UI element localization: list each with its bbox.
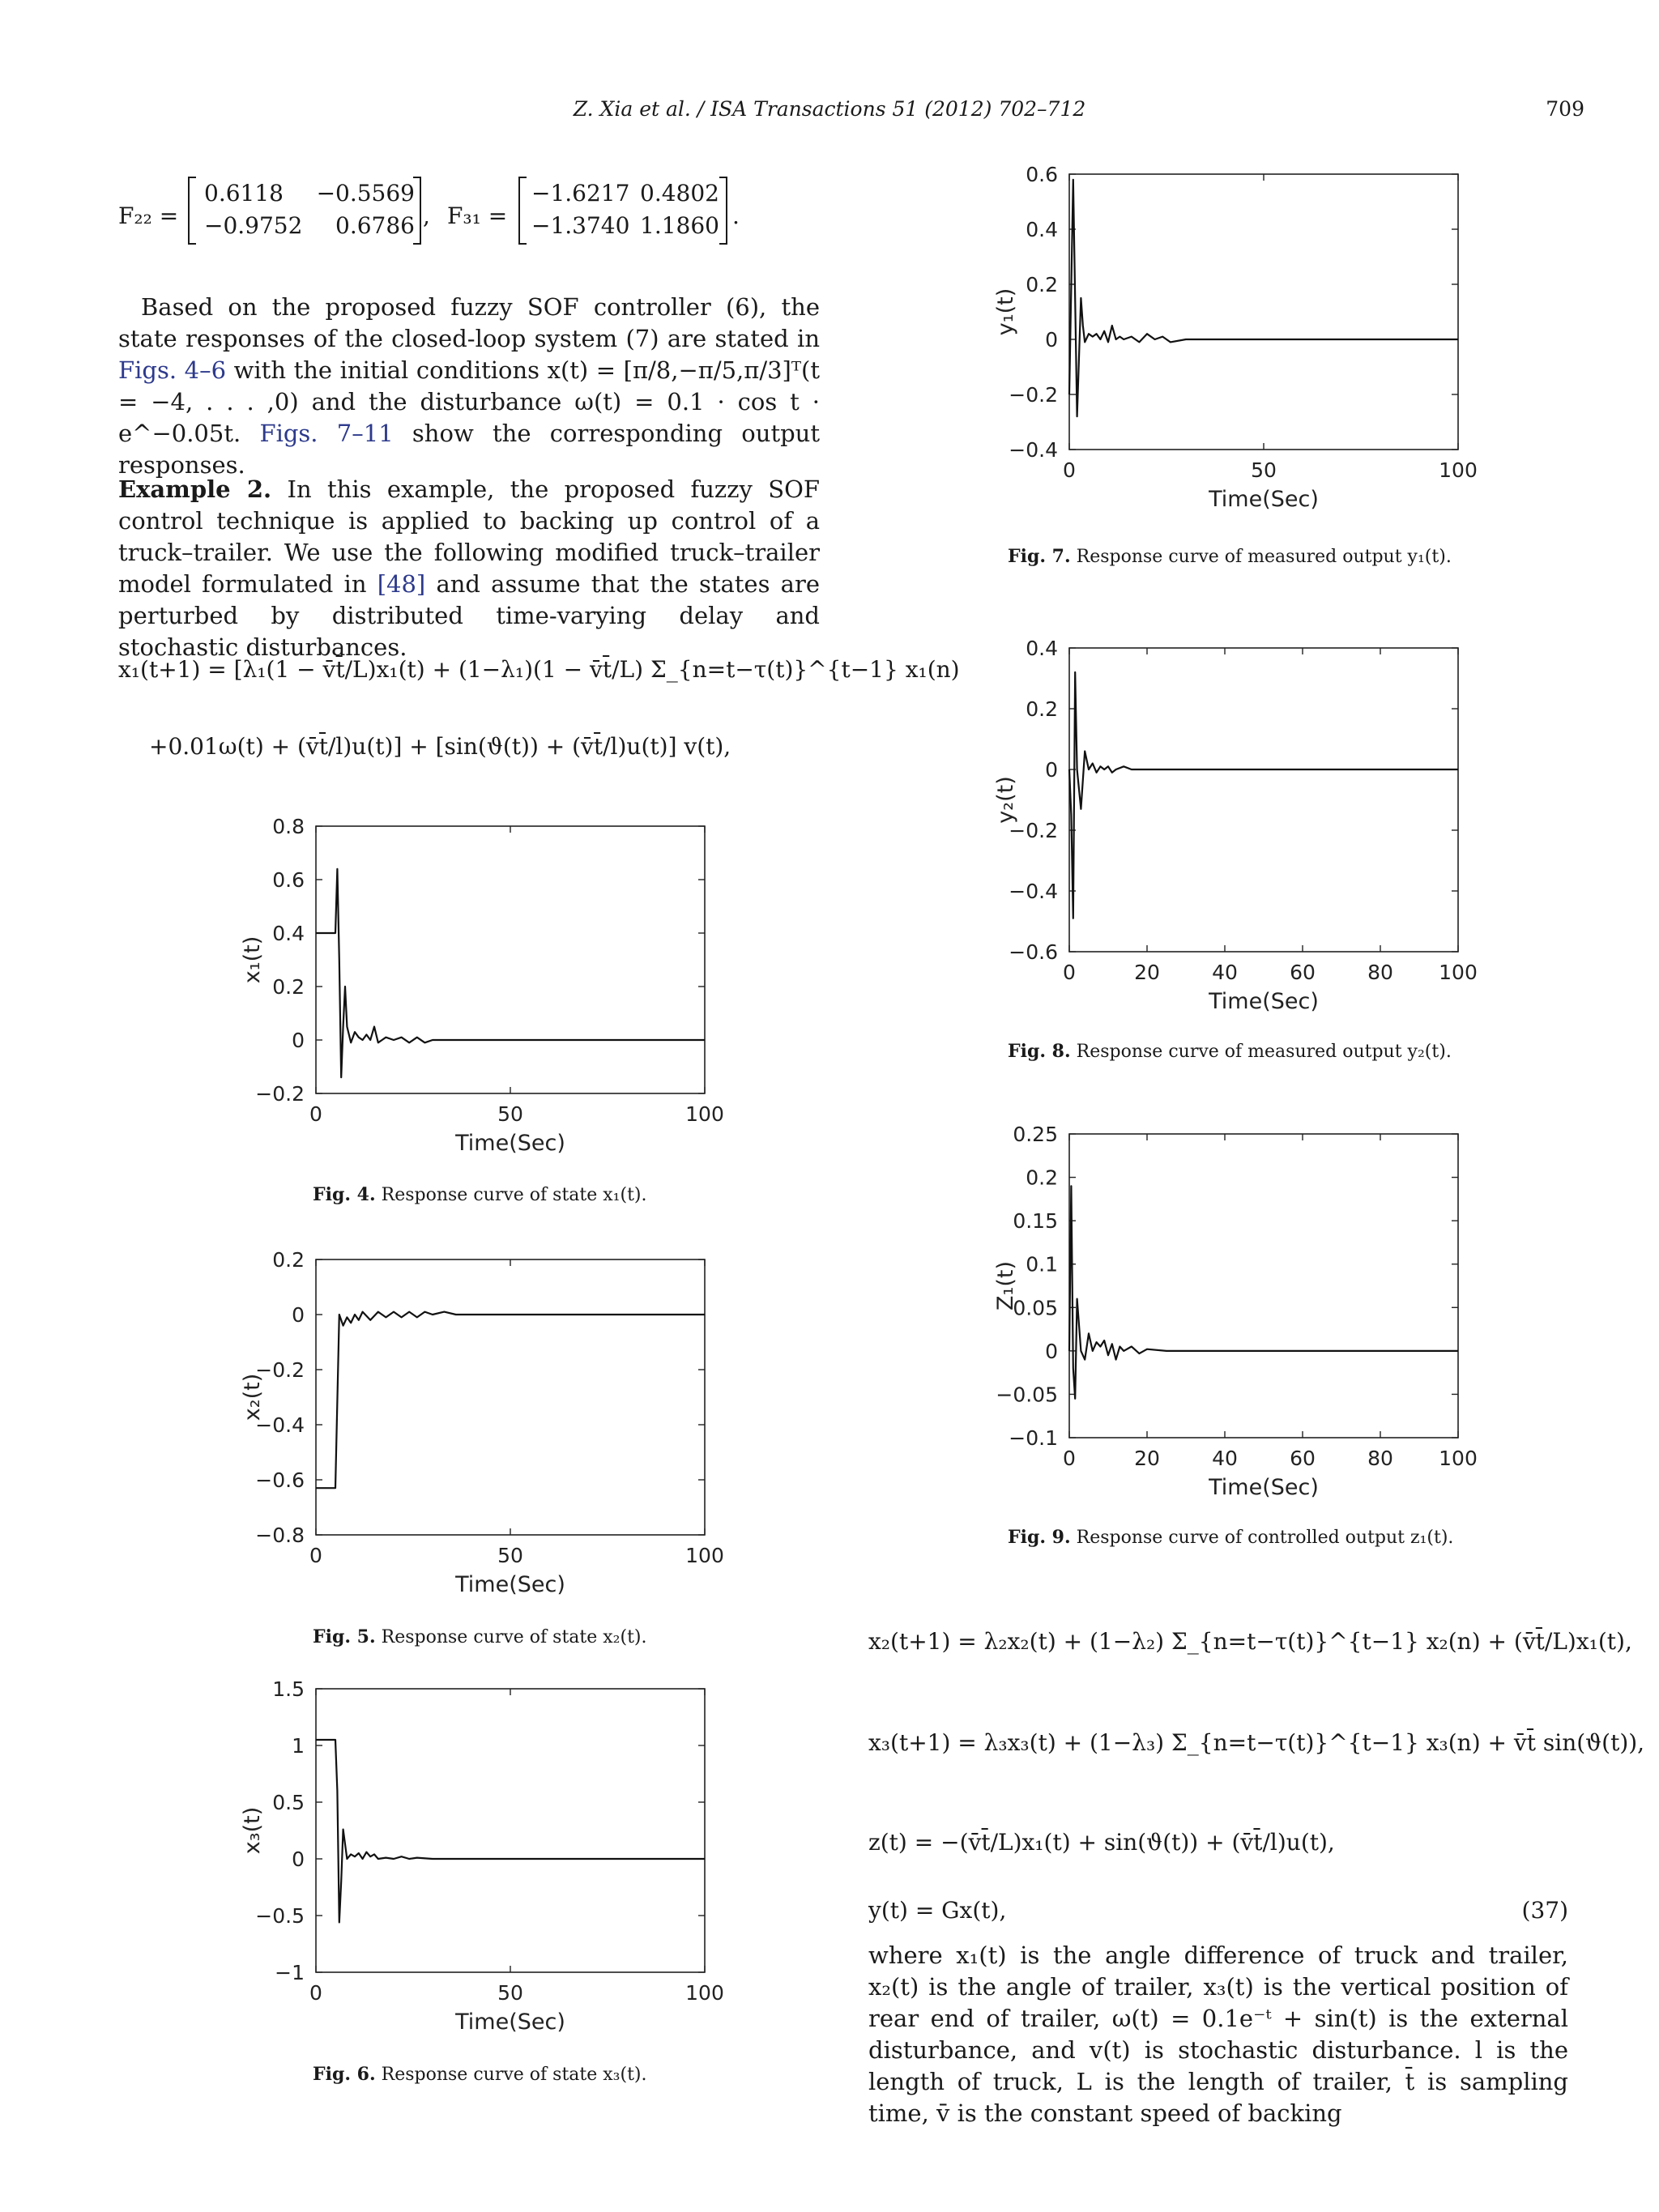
f31-matrix — [531, 180, 719, 245]
y-tick-label: −0.4 — [1009, 438, 1058, 462]
f31-cell: 1.1860 — [640, 212, 719, 239]
y-tick-label: 0 — [1045, 328, 1058, 352]
y-tick-label: −0.4 — [1009, 880, 1058, 903]
x-tick-label: 100 — [685, 1544, 724, 1567]
y-tick-label: 0.05 — [1013, 1296, 1058, 1320]
y-tick-label: 0.2 — [1026, 697, 1058, 721]
y-tick-label: −0.1 — [1009, 1426, 1058, 1450]
equation-number: (37) — [1521, 1897, 1568, 1924]
f31-cell: −1.3740 — [531, 212, 630, 239]
y-tick-label: 1 — [292, 1734, 305, 1758]
plot-frame — [1069, 648, 1458, 952]
x-tick-label: 80 — [1367, 1447, 1393, 1470]
f22-cell: −0.5569 — [316, 180, 415, 207]
series-line — [316, 1740, 705, 1922]
caption-label: Fig. 8. — [1008, 1041, 1071, 1062]
chart-fig7 — [964, 158, 1499, 522]
equation-x3: x₃(t+1) = λ₃x₃(t) + (1−λ₃) Σ_{n=t−τ(t)}^{t−1} x₃(n) + v̄t̄ sin(ϑ(t)), — [868, 1729, 1645, 1756]
series-line — [316, 1312, 705, 1489]
equation-x1-line1: x₁(t+1) = [λ₁(1 − v̄t̄/L)x₁(t) + (1−λ₁)(1 − v̄t̄/L) Σ_{n=t−τ(t)}^{t−1} x₁(n) — [118, 656, 960, 683]
y-tick-label: 0.25 — [1013, 1123, 1058, 1146]
paragraph-variable-definitions: where x₁(t) is the angle difference of truck and trailer, x₂(t) is the angle of trailer, x₃(t) is the vertical position of rear end of trailer, ω(t) = 0.1e⁻ᵗ + sin(t) is the external disturbance, and v(t) is stochastic disturbance. l is the length of truck, L is the length of trailer, t̄ is sampling time, v̄ is the constant speed of backing — [868, 1941, 1568, 2127]
equation-x2: x₂(t+1) = λ₂x₂(t) + (1−λ₂) Σ_{n=t−τ(t)}^{t−1} x₂(n) + (v̄t̄/L)x₁(t), — [868, 1628, 1632, 1655]
f31-cell: −1.6217 — [531, 180, 630, 207]
text-span: with the initial conditions x(t) = [π/8,−π/5,π/3]ᵀ(t = −4, . . . ,0) and the disturbance ω(t) = 0.1 · cos t · e^−0.05t. — [118, 356, 821, 447]
caption-label: Fig. 7. — [1008, 546, 1071, 567]
y-tick-label: 0.2 — [1026, 1166, 1058, 1190]
plot-frame — [316, 1259, 705, 1535]
y-tick-label: −0.2 — [255, 1358, 305, 1382]
period: . — [732, 202, 740, 229]
f31-left-bracket — [518, 177, 527, 245]
y-tick-label: −0.6 — [1009, 940, 1058, 964]
y-tick-label: −0.2 — [1009, 819, 1058, 842]
plot-frame — [316, 826, 705, 1093]
example-label: Example 2. — [118, 475, 272, 503]
series-line — [1069, 672, 1458, 918]
y-tick-label: 0.15 — [1013, 1209, 1058, 1234]
x-tick-label: 0 — [309, 1981, 322, 2005]
figs-7-11-link[interactable]: Figs. 7–11 — [259, 420, 394, 447]
plot-frame — [316, 1689, 705, 1972]
running-header: Z. Xia et al. / ISA Transactions 51 (2012) 702–712 — [573, 97, 1086, 121]
figs-4-6-link[interactable]: Figs. 4–6 — [118, 356, 227, 384]
f22-cell: 0.6786 — [335, 212, 415, 239]
x-axis-label: Time(Sec) — [1209, 1475, 1319, 1500]
f31-right-bracket — [719, 177, 727, 245]
y-axis-label: x₃(t) — [240, 1806, 265, 1855]
comma: , — [423, 202, 430, 229]
paragraph-state-responses — [118, 292, 820, 481]
caption-text: Response curve of state x₁(t). — [375, 1185, 647, 1205]
equation-y: y(t) = Gx(t), — [868, 1897, 1007, 1924]
x-tick-label: 80 — [1367, 961, 1393, 984]
x-axis-label: Time(Sec) — [455, 2010, 565, 2035]
caption-text: Response curve of state x₃(t). — [375, 2065, 647, 2085]
chart-fig4 — [211, 818, 729, 1174]
y-tick-label: 0.1 — [1026, 1252, 1058, 1276]
y-tick-label: 0.5 — [272, 1791, 305, 1814]
caption-label: Fig. 5. — [313, 1626, 376, 1647]
example-2-paragraph — [118, 474, 820, 663]
y-tick-label: −0.2 — [255, 1082, 305, 1106]
y-tick-label: −0.5 — [255, 1904, 305, 1928]
text-span: show the corresponding output responses. — [118, 420, 820, 479]
x-tick-label: 100 — [1439, 961, 1478, 984]
y-tick-label: 0.4 — [1026, 218, 1058, 241]
f22-label: F₂₂ = — [118, 202, 179, 229]
series-line — [316, 869, 705, 1077]
y-tick-label: 1.5 — [272, 1681, 305, 1701]
text-span: Based on the proposed fuzzy SOF controller (6), the state responses of the closed-loop system (7) are stated in — [118, 293, 820, 352]
equation-z: z(t) = −(v̄t̄/L)x₁(t) + sin(ϑ(t)) + (v̄t̄/l)u(t), — [868, 1829, 1335, 1856]
caption-label: Fig. 4. — [313, 1184, 376, 1205]
x-tick-label: 50 — [497, 1102, 523, 1126]
f22-matrix — [204, 180, 415, 245]
text-span: and assume that the states are perturbed by distributed time-varying delay and stochastic disturbances. — [118, 570, 820, 661]
x-tick-label: 100 — [685, 1102, 724, 1126]
x-axis-label: Time(Sec) — [455, 1131, 565, 1156]
y-axis-label: y₁(t) — [993, 288, 1018, 336]
x-tick-label: 20 — [1134, 961, 1160, 984]
x-tick-label: 0 — [1063, 1447, 1076, 1470]
y-tick-label: 0 — [292, 1029, 305, 1052]
x-tick-label: 50 — [497, 1544, 523, 1567]
f22-left-bracket — [188, 177, 196, 245]
y-tick-label: −0.4 — [255, 1413, 305, 1437]
text-span: In this example, the proposed fuzzy SOF control technique is applied to backing up control of a truck–trailer. We use the following modified truck–trailer model formulated in — [118, 475, 820, 598]
y-tick-label: 0.8 — [272, 818, 305, 838]
chart-fig5 — [211, 1251, 729, 1616]
caption-text: Response curve of measured output y₁(t). — [1070, 547, 1452, 567]
caption-label: Fig. 9. — [1008, 1527, 1071, 1548]
f22-cell: −0.9752 — [204, 212, 303, 239]
x-axis-label: Time(Sec) — [1209, 989, 1319, 1014]
x-tick-label: 0 — [309, 1544, 322, 1567]
caption-fig8 — [1008, 1041, 1452, 1062]
page-number: 709 — [1546, 97, 1584, 121]
caption-fig4 — [313, 1184, 646, 1205]
caption-text: Response curve of measured output y₂(t). — [1070, 1042, 1452, 1062]
y-tick-label: 0.6 — [1026, 163, 1058, 186]
x-tick-label: 100 — [685, 1981, 724, 2005]
f31-cell: 0.4802 — [640, 180, 719, 207]
x-tick-label: 60 — [1290, 961, 1316, 984]
y-tick-label: 0.4 — [1026, 637, 1058, 660]
y-tick-label: −1 — [275, 1961, 305, 1984]
caption-text: Response curve of state x₂(t). — [375, 1627, 647, 1647]
y-axis-label: Z₁(t) — [993, 1261, 1018, 1311]
y-axis-label: x₂(t) — [240, 1373, 265, 1421]
chart-fig6 — [211, 1681, 729, 2053]
y-tick-label: 0.2 — [272, 1251, 305, 1272]
y-tick-label: 0.2 — [272, 975, 305, 999]
y-tick-label: 0.6 — [272, 868, 305, 892]
x-axis-label: Time(Sec) — [455, 1572, 565, 1597]
caption-label: Fig. 6. — [313, 2064, 376, 2085]
chart-fig9 — [964, 1118, 1499, 1507]
y-tick-label: 0 — [1045, 758, 1058, 782]
series-line — [1069, 1186, 1458, 1399]
plot-frame — [1069, 1134, 1458, 1438]
f22-cell: 0.6118 — [204, 180, 284, 207]
ref-48-link[interactable]: [48] — [377, 570, 426, 598]
y-tick-label: −0.8 — [255, 1524, 305, 1547]
x-tick-label: 100 — [1439, 458, 1478, 482]
plot-frame — [1069, 174, 1458, 450]
x-tick-label: 20 — [1134, 1447, 1160, 1470]
caption-fig9 — [1008, 1527, 1453, 1548]
caption-fig5 — [313, 1626, 646, 1647]
x-axis-label: Time(Sec) — [1209, 487, 1319, 512]
x-tick-label: 100 — [1439, 1447, 1478, 1470]
caption-fig7 — [1008, 546, 1452, 567]
x-tick-label: 0 — [1063, 458, 1076, 482]
y-tick-label: 0 — [292, 1303, 305, 1327]
series-line — [1069, 180, 1458, 416]
y-tick-label: 0.2 — [1026, 273, 1058, 296]
y-tick-label: −0.6 — [255, 1468, 305, 1492]
y-tick-label: 0 — [1045, 1339, 1058, 1363]
x-tick-label: 0 — [1063, 961, 1076, 984]
x-tick-label: 40 — [1212, 1447, 1238, 1470]
y-tick-label: −0.2 — [1009, 383, 1058, 407]
y-axis-label: x₁(t) — [240, 936, 265, 984]
x-tick-label: 50 — [497, 1981, 523, 2005]
y-tick-label: 0.4 — [272, 922, 305, 945]
equation-x1-line2: +0.01ω(t) + (v̄t̄/l)u(t)] + [sin(ϑ(t)) + (v̄t̄/l)u(t)] v(t), — [149, 733, 731, 760]
y-tick-label: −0.05 — [996, 1383, 1058, 1407]
x-tick-label: 50 — [1251, 458, 1277, 482]
x-tick-label: 60 — [1290, 1447, 1316, 1470]
f22-right-bracket — [413, 177, 421, 245]
caption-text: Response curve of controlled output z₁(t). — [1070, 1528, 1454, 1548]
x-tick-label: 0 — [309, 1102, 322, 1126]
y-axis-label: y₂(t) — [993, 776, 1018, 824]
x-tick-label: 40 — [1212, 961, 1238, 984]
caption-fig6 — [313, 2064, 646, 2085]
f31-label: F₃₁ = — [447, 202, 508, 229]
y-tick-label: 0 — [292, 1848, 305, 1871]
chart-fig8 — [964, 632, 1499, 1021]
